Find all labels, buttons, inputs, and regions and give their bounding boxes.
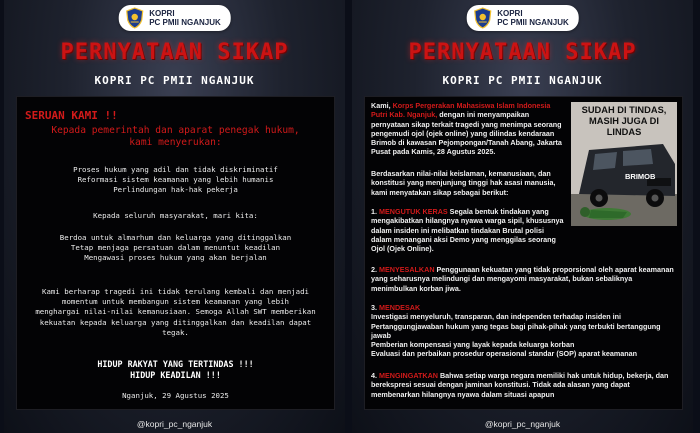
hope-line: Kami berharap tragedi ini tidak terulang kembali dan menjadi: [42, 287, 309, 296]
demand-item: Reformasi sistem keamanan yang lebih humanis: [77, 175, 274, 185]
statement-card: [16, 96, 335, 410]
point-line: dalam insiden ini melibatkan tindakan Brutal polisi: [371, 225, 544, 235]
public-call-item: Berdoa untuk almarhum dan keluarga yang ditinggalkan: [59, 233, 292, 242]
public-call-item: Tetap menjaga persatuan dalam menuntut keadilan: [70, 243, 281, 253]
page-subtitle: KOPRI PC PMII NGANJUK: [94, 74, 255, 87]
stance-point-1: [371, 207, 571, 253]
basis-paragraph: [371, 169, 571, 197]
caption-line: SUDAH DI TINDAS,: [581, 105, 667, 115]
org-line-1: KOPRI: [149, 9, 175, 18]
basis-line: konstitusi yang menjunjung tinggi hak asasi manusia,: [371, 178, 556, 188]
stance-point-2: [371, 265, 679, 293]
seruan-heading: SERUAN KAMI !!: [25, 109, 118, 122]
point-keyword: MENDESAK: [379, 303, 421, 312]
point-line: Ojol (Ojek Online).: [371, 244, 434, 254]
point-line: Investigasi menyeluruh, transparan, dan independen terhadap insiden ini: [371, 312, 622, 322]
hope-line: kekuatan kepada keluarga yang ditinggalkan dan keadilan dapat: [39, 317, 312, 327]
point-line: 3. MENDESAK: [371, 303, 421, 312]
seruan-intro: [27, 125, 324, 149]
stance-point-3: [371, 303, 679, 359]
vehicle-label: BRIMOB: [625, 172, 656, 181]
intro-line: Brimob di kawasan Pejompongan/Tanah Abang, Jakarta: [371, 138, 562, 148]
intro-line: Kepada pemerintah dan aparat penegak hukum,: [51, 125, 300, 136]
intro-line: Kami, Korps Pergerakan Mahasiswa Islam Indonesia: [371, 101, 551, 110]
demand-item: Perlindungan hak-hak pekerja: [113, 185, 238, 195]
basis-line: kami menyatakan sikap sebagai berikut:: [371, 187, 509, 197]
point-line: Pemberian kompensasi yang layak kepada keluarga korban: [371, 340, 575, 350]
intro-line: kami menyerukan:: [129, 137, 222, 148]
pmii-shield-icon: [124, 7, 144, 29]
intro-line: Putri Kab. Nganjuk, dengan ini menyampaikan: [371, 110, 530, 120]
statement-card: [364, 96, 683, 410]
org-fullname-red: Korps Pergerakan Mahasiswa Islam Indonesia: [392, 101, 551, 110]
org-line-1: KOPRI: [497, 9, 523, 18]
page-subtitle: KOPRI PC PMII NGANJUK: [442, 74, 603, 87]
poster-left: [4, 0, 345, 433]
intro-line: pengemudi ojol (ojek online) yang dilindas kendaraan: [371, 128, 555, 138]
hope-line: menghargai nilai-nilai kemanusiaan. Semoga Allah SWT memberikan: [35, 307, 316, 317]
org-name: [149, 9, 221, 27]
page-title: PERNYATAAN SIKAP: [408, 40, 637, 65]
point-line: 2. MENYESALKAN Penggunaan kekuatan yang tidak proporsional oleh aparat keamanan: [371, 265, 674, 274]
public-intro: Kepada seluruh masyarakat, mari kita:: [93, 211, 258, 220]
closing-slogans: [23, 359, 328, 381]
point-keyword: MENYESALKAN: [379, 265, 435, 274]
point-line: 4. MENGINGATKAN Bahwa setiap warga negara memiliki hak untuk hidup, bekerja, dan: [371, 371, 669, 380]
brimob-vehicle-illustration: [571, 102, 677, 226]
slogan-line: HIDUP KEADILAN !!!: [130, 370, 221, 380]
intro-paragraph: [371, 101, 571, 157]
basis-line: Berdasarkan nilai-nilai keislaman, kemanusiaan, dan: [371, 169, 551, 178]
demand-item: Proses hukum yang adil dan tidak diskriminatif: [73, 165, 278, 174]
point-line: yang seharusnya melindungi dan mengayomi masyarakat, bukan sebaliknya: [371, 274, 633, 284]
signoff: Nganjuk, 29 Agustus 2025: [122, 391, 229, 400]
org-line-2: PC PMII NGANJUK: [149, 18, 221, 27]
org-fullname-red: Putri Kab. Nganjuk,: [371, 110, 438, 120]
org-logo-badge: [466, 5, 579, 31]
point-line: membenarkan hilangnya nyawa dalam situasi apapun: [371, 389, 555, 399]
hope-line: momentum untuk membangun sistem keamanan yang lebih: [62, 297, 289, 307]
slogan-line: HIDUP RAKYAT YANG TERTINDAS !!!: [97, 359, 254, 369]
point-line: mengakibatkan hilangnya nyawa warga sipil, khususnya: [371, 216, 564, 226]
point-line: menimbulkan korban jiwa.: [371, 283, 461, 293]
intro-line: Pusat pada Kamis, 28 Agustus 2025.: [371, 147, 496, 157]
point-line: jawab: [371, 330, 391, 340]
protest-illustration: [571, 102, 677, 226]
instagram-handle: @kopri_pc_nganjuk: [484, 419, 561, 429]
instagram-handle: @kopri_pc_nganjuk: [136, 419, 213, 429]
point-keyword: MENGUTUK KERAS: [379, 207, 448, 216]
demands-list: [23, 165, 328, 196]
org-logo-badge: [118, 5, 231, 31]
point-keyword: MENGINGATKAN: [379, 371, 438, 380]
hope-line: tegak.: [162, 327, 189, 337]
org-line-2: PC PMII NGANJUK: [497, 18, 569, 27]
point-line: Pertanggungjawaban hukum yang tegas bagi pihak-pihak yang terbukti bertanggung: [371, 321, 661, 331]
pmii-shield-icon: [472, 7, 492, 29]
hope-paragraph: [23, 287, 328, 338]
poster-right: [352, 0, 693, 433]
intro-line: pernyataan sikap terkait tragedi yang menimpa seorang: [371, 119, 562, 129]
caption-line: MASIH JUGA DI LINDAS: [589, 116, 659, 137]
stance-point-4: [371, 371, 679, 399]
point-line: 1. MENGUTUK KERAS Segala bentuk tindakan yang: [371, 207, 549, 216]
point-line: Evaluasi dan perbaikan prosedur operasional standar (SOP) aparat keamanan: [371, 349, 638, 359]
org-name: [497, 9, 569, 27]
point-line: dalam menangani aksi Demo yang menggilas seorang: [371, 234, 556, 244]
point-line: berekspresi sesuai dengan jaminan konstitusi. Tidak ada alasan yang dapat: [371, 380, 630, 390]
public-calls-list: [23, 233, 328, 264]
page-title: PERNYATAAN SIKAP: [60, 40, 289, 65]
public-call-item: Mengawasi proses hukum yang akan berjalan: [84, 253, 267, 263]
